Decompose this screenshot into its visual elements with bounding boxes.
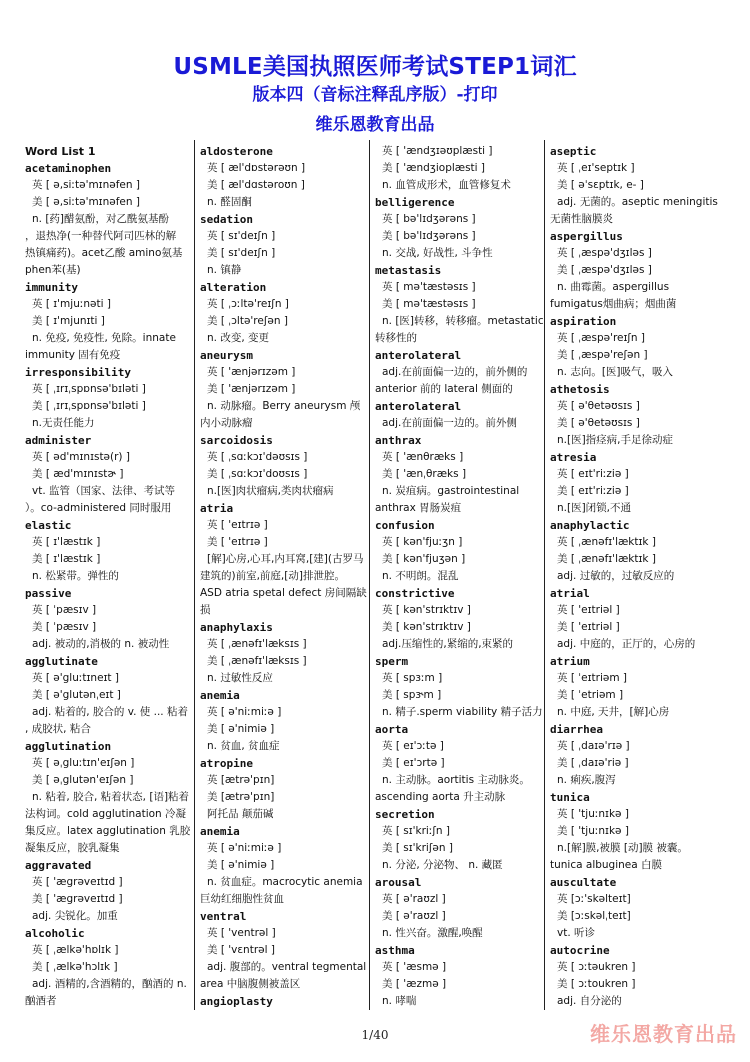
definition: adj.在前面偏一边的。前外侧 bbox=[382, 417, 517, 429]
definition: vt. 听诊 bbox=[557, 927, 596, 939]
headword: diarrhea bbox=[550, 723, 603, 736]
headword: anaphylaxis bbox=[200, 621, 273, 634]
definition: n. 血管成形术，血管修复术 bbox=[382, 179, 511, 191]
pronunciation: 美 [ 'eɪtrɪə ] bbox=[207, 536, 268, 548]
definition-continued: 巨幼红细胞性贫血 bbox=[200, 893, 284, 905]
pronunciation: 美 [ 'ændʒioplæsti ] bbox=[382, 162, 486, 174]
pronunciation: 英 [ əˌgluːtɪn'eɪʃən ] bbox=[32, 757, 135, 769]
definition: n. [医]转移，转移瘤。metastatic bbox=[382, 315, 544, 327]
pronunciation: 美 [ sɪ'kriʃən ] bbox=[382, 842, 453, 854]
headword: asthma bbox=[375, 944, 415, 957]
pronunciation: 英 [ æl'dɒstərəʊn ] bbox=[207, 162, 306, 174]
definition-continued: 损 bbox=[200, 604, 211, 616]
pronunciation: 英 [ ˌænəfɪ'læktɪk ] bbox=[557, 536, 656, 548]
definition: n. 贫血, 贫血症 bbox=[207, 740, 280, 752]
definition-continued: area 中脑腹侧被盖区 bbox=[200, 978, 301, 990]
definition: adj. 尖锐化。加重 bbox=[32, 910, 118, 922]
pronunciation: 英 [ ɪ'læstɪk ] bbox=[32, 536, 101, 548]
pronunciation: 英 [ bə'lɪdʒərəns ] bbox=[382, 213, 476, 225]
definition: n.无责任能力 bbox=[32, 417, 95, 429]
pronunciation: 英 [ 'tjuːnɪkə ] bbox=[557, 808, 629, 820]
pronunciation: 美 [ɔːskəlˌteɪt] bbox=[557, 910, 631, 922]
definition-continued: anterior 前的 lateral 侧面的 bbox=[375, 383, 513, 395]
word-column-3 bbox=[375, 143, 547, 1010]
definition: n. 粘着, 胶合, 粘着状态, [语]粘着 bbox=[32, 791, 190, 803]
headword: confusion bbox=[375, 519, 435, 532]
headword: aggravated bbox=[25, 859, 92, 872]
definition-continued: , 成胶状, 粘合 bbox=[25, 723, 91, 735]
headword: passive bbox=[25, 587, 72, 600]
definition: n. 中庭, 天井，[解]心房 bbox=[557, 706, 670, 718]
definition: n. 过敏性反应 bbox=[207, 672, 273, 684]
pronunciation: 美 [ ˌænəfɪ'læktɪk ] bbox=[557, 553, 656, 565]
pronunciation: 美 [ sɪ'deɪʃn ] bbox=[207, 247, 276, 259]
definition: n.[医]指痉病,手足徐动症 bbox=[557, 434, 674, 446]
pronunciation: 英 [ ɪ'mjuːnəti ] bbox=[32, 298, 111, 310]
definition: adj. 粘着的, 胶合的 v. 使 ... 粘着 bbox=[32, 706, 188, 718]
pronunciation: 英 [ 'æsmə ] bbox=[382, 961, 447, 973]
headword: auscultate bbox=[550, 876, 617, 889]
pronunciation: 美 [ ˌsɑːkɔɪ'doʊsɪs ] bbox=[207, 468, 308, 480]
definition: n.[医]闭锁,不通 bbox=[557, 502, 632, 514]
pronunciation: 英 [ætrə'pɪn] bbox=[207, 774, 275, 786]
definition-continued: immunity 固有免疫 bbox=[25, 349, 121, 361]
definition: n.[医]肉状瘤病,类肉状瘤病 bbox=[207, 485, 334, 497]
publisher-line: 维乐恩教育出品 bbox=[315, 115, 435, 135]
pronunciation: 英 [ kən'fjuːʒn ] bbox=[382, 536, 463, 548]
definition-continued: 内小动脉瘤 bbox=[200, 417, 253, 429]
pronunciation: 英 [ eɪt'riːziə ] bbox=[557, 468, 629, 480]
headword: atrium bbox=[550, 655, 590, 668]
pronunciation: 英 [ ə'gluːtɪneɪt ] bbox=[32, 672, 119, 684]
pronunciation: 英 [ 'ænθræks ] bbox=[382, 451, 464, 463]
pronunciation: 美 [ ˈpæsɪv ] bbox=[32, 621, 97, 633]
headword: atrial bbox=[550, 587, 590, 600]
headword: metastasis bbox=[375, 264, 442, 277]
definition: vt. 监管（国家、法律、考试等 bbox=[32, 485, 176, 497]
definition-continued: 转移性的 bbox=[375, 332, 417, 344]
definition: n. 贫血症。macrocytic anemia bbox=[207, 876, 363, 888]
pronunciation: 美 [ ɪ'læstɪk ] bbox=[32, 553, 101, 565]
headword: autocrine bbox=[550, 944, 610, 957]
headword: agglutinate bbox=[25, 655, 98, 668]
definition: adj. 过敏的，过敏反应的 bbox=[557, 570, 675, 582]
headword: alteration bbox=[200, 281, 267, 294]
headword: acetaminophen bbox=[25, 162, 112, 175]
pronunciation: 英 [ ə'niːmiːə ] bbox=[207, 706, 282, 718]
word-list-title: Word List 1 bbox=[25, 145, 96, 158]
pronunciation: 英 [ spɜːm ] bbox=[382, 672, 443, 684]
pronunciation: 英 [ sɪ'kriːʃn ] bbox=[382, 825, 450, 837]
definition: n. 曲霉菌。aspergillus bbox=[557, 281, 670, 293]
headword: irresponsibility bbox=[25, 366, 131, 379]
headword: alcoholic bbox=[25, 927, 85, 940]
pronunciation: 英 [ 'eɪtrɪə ] bbox=[207, 519, 268, 531]
pronunciation: 英 [ ˌɔːltə'reɪʃn ] bbox=[207, 298, 289, 310]
definition: adj.在前面偏一边的，前外侧的 bbox=[382, 366, 528, 378]
pronunciation: 美 [ kən'fjuʒən ] bbox=[382, 553, 466, 565]
definition: n. 炭疽病。gastrointestinal bbox=[382, 485, 520, 497]
pronunciation: 美 [ eɪt'riːziə ] bbox=[557, 485, 629, 497]
definition-continued: ASD atria spetal defect 房间隔缺 bbox=[200, 587, 367, 599]
pronunciation: 英 [ mə'tæstəsɪs ] bbox=[382, 281, 476, 293]
pronunciation: 英 [ 'ægrəveɪtɪd ] bbox=[32, 876, 123, 888]
pronunciation: 英 [ ˌæspə'dʒɪləs ] bbox=[557, 247, 652, 259]
headword: arousal bbox=[375, 876, 422, 889]
pronunciation: 美 [ əˌglutən'eɪʃən ] bbox=[32, 774, 134, 786]
definition: n. 免疫, 免疫性, 免除。innate bbox=[32, 332, 176, 344]
pronunciation: 美 [ 'eɪtriəl ] bbox=[557, 621, 620, 633]
definition: n. 志向。[医]吸气，吸入 bbox=[557, 366, 674, 378]
definition: 阿托品 颠茄碱 bbox=[207, 808, 274, 820]
pronunciation: 美 [ ə'θetəʊsɪs ] bbox=[557, 417, 640, 429]
definition: adj. 自分泌的 bbox=[557, 995, 622, 1007]
pronunciation: 英 [ ˈpæsɪv ] bbox=[32, 604, 97, 616]
pronunciation: 美 [ æd'mɪnɪstɚ ] bbox=[32, 468, 124, 480]
definition-continued: tunica albuginea 白膜 bbox=[550, 859, 663, 871]
definition-continued: ，退热净(一种替代阿司匹林的解 bbox=[25, 230, 177, 242]
pronunciation: 美 [ ɔːtoukren ] bbox=[557, 978, 636, 990]
headword: aspiration bbox=[550, 315, 617, 328]
pronunciation: 美 [ætrə'pɪn] bbox=[207, 791, 275, 803]
pronunciation: 美 [ ˌæspə'reʃən ] bbox=[557, 349, 648, 361]
document-title: USMLE美国执照医师考试STEP1词汇 bbox=[173, 54, 577, 80]
definition: n. 哮喘 bbox=[382, 995, 417, 1007]
word-column-1 bbox=[25, 143, 197, 1010]
definition: adj. 无菌的。aseptic meningitis bbox=[557, 196, 718, 208]
headword: aseptic bbox=[550, 145, 597, 158]
pronunciation: 美 [ ɪ'mjunɪti ] bbox=[32, 315, 105, 327]
definition-continued: 集反应。latex agglutination 乳胶 bbox=[25, 825, 191, 837]
headword: belligerence bbox=[375, 196, 455, 209]
headword: aorta bbox=[375, 723, 409, 736]
pronunciation: 美 [ 'vɛntrəl ] bbox=[207, 944, 275, 956]
pronunciation: 英 [ ˌeɪ'septɪk ] bbox=[557, 162, 635, 174]
definition: n. 主动脉。aortitis 主动脉炎。 bbox=[382, 774, 530, 786]
pronunciation: 英 [ ˌæspə'reɪʃn ] bbox=[557, 332, 646, 344]
pronunciation: 美 [ 'tjuːnɪkə ] bbox=[557, 825, 629, 837]
pronunciation: 英 [ sɪ'deɪʃn ] bbox=[207, 230, 276, 242]
definition: n. 精子.sperm viability 精子活力 bbox=[382, 706, 543, 718]
pronunciation: 英 [ ə'θetəʊsɪs ] bbox=[557, 400, 640, 412]
pronunciation: 美 [ eɪ'ɔrtə ] bbox=[382, 757, 445, 769]
pronunciation: 美 [ ˌæspə'dʒɪləs ] bbox=[557, 264, 652, 276]
headword: atresia bbox=[550, 451, 597, 464]
pronunciation: 英 [ ˌsɑːkɔɪ'dəʊsɪs ] bbox=[207, 451, 308, 463]
watermark: 维乐恩教育出品 bbox=[590, 1022, 737, 1046]
pronunciation: 英 [ eɪ'ɔːtə ] bbox=[382, 740, 444, 752]
pronunciation: 美 [ ˌɔltə'reʃən ] bbox=[207, 315, 288, 327]
definition: n. 性兴奋。激醒,唤醒 bbox=[382, 927, 483, 939]
pronunciation: 美 [ mə'tæstəsɪs ] bbox=[382, 298, 476, 310]
pronunciation: 英 [ kən'strɪktɪv ] bbox=[382, 604, 471, 616]
pronunciation: 美 [ əˈsɛptɪk, e- ] bbox=[557, 179, 644, 191]
word-column-2 bbox=[200, 143, 372, 1010]
pronunciation: 英 [ ə'niːmiːə ] bbox=[207, 842, 282, 854]
headword: athetosis bbox=[550, 383, 610, 396]
headword: sarcoidosis bbox=[200, 434, 273, 447]
headword: administer bbox=[25, 434, 92, 447]
word-column-4 bbox=[550, 143, 722, 1010]
definition: n. 分泌, 分泌物、 n. 藏匿 bbox=[382, 859, 503, 871]
pronunciation: 美 [ spɝm ] bbox=[382, 689, 442, 701]
pronunciation: 美 [ ə'nimiə ] bbox=[207, 859, 275, 871]
page-number: 1/40 bbox=[361, 1028, 389, 1042]
definition-continued: anthrax 胃肠炭疽 bbox=[375, 502, 462, 514]
headword: elastic bbox=[25, 519, 72, 532]
definition: adj. 酒精的,含酒精的，酗酒的 n. bbox=[32, 978, 187, 990]
definition-continued: 酗酒者 bbox=[25, 995, 57, 1007]
definition: adj. 中庭的，正厅的，心房的 bbox=[557, 638, 696, 650]
definition-continued: 无菌性脑膜炎 bbox=[550, 213, 613, 225]
definition: n. 醛固酮 bbox=[207, 196, 252, 208]
pronunciation: 美 [ ə'raʊzl ] bbox=[382, 910, 446, 922]
headword: ventral bbox=[200, 910, 247, 923]
headword: immunity bbox=[25, 281, 78, 294]
pronunciation: 美 [ æl'dɑstəroʊn ] bbox=[207, 179, 305, 191]
pronunciation: 美 [ 'ægrəveɪtɪd ] bbox=[32, 893, 123, 905]
pronunciation: 美 [ ə,siːtə'mɪnəfen ] bbox=[32, 196, 140, 208]
headword: aspergillus bbox=[550, 230, 623, 243]
pronunciation: 美 [ 'ænjərɪzəm ] bbox=[207, 383, 296, 395]
pronunciation: 美 [ ə'nimiə ] bbox=[207, 723, 275, 735]
definition: n.[解]膜,被膜 [动]膜 被囊。 bbox=[557, 842, 688, 854]
definition: n. [药]醋氨酚，对乙酰氨基酚 bbox=[32, 213, 170, 225]
definition: n. 动脉瘤。Berry aneurysm 颅 bbox=[207, 400, 361, 412]
pronunciation: 英 [ ˌɪrɪˌspɒnsə'bɪləti ] bbox=[32, 383, 146, 395]
headword: sperm bbox=[375, 655, 409, 668]
pronunciation: 美 [ bə'lɪdʒərəns ] bbox=[382, 230, 476, 242]
pronunciation: 英 [ ˌælkə'hɒlɪk ] bbox=[32, 944, 119, 956]
headword: constrictive bbox=[375, 587, 455, 600]
headword: tunica bbox=[550, 791, 590, 804]
pronunciation: 英 [ ə,siːtə'mɪnəfen ] bbox=[32, 179, 140, 191]
definition: n. 改变, 变更 bbox=[207, 332, 270, 344]
pronunciation: 英 [ ˌænəfɪ'læksɪs ] bbox=[207, 638, 307, 650]
definition: n. 松紧带。弹性的 bbox=[32, 570, 119, 582]
headword: agglutination bbox=[25, 740, 112, 753]
headword: atropine bbox=[200, 757, 253, 770]
definition-continued: 法构词。cold agglutination 冷凝 bbox=[25, 808, 187, 820]
pronunciation: 英 [ 'ænjərɪzəm ] bbox=[207, 366, 296, 378]
pronunciation: 美 [ ˈetriəm ] bbox=[557, 689, 624, 701]
pronunciation: 美 [ ˌænəfɪ'læksɪs ] bbox=[207, 655, 307, 667]
pronunciation: 美 [ ˌɪrɪˌspɒnsə'bɪləti ] bbox=[32, 400, 146, 412]
pronunciation: 英 [ ɔːtəukren ] bbox=[557, 961, 636, 973]
headword: anaphylactic bbox=[550, 519, 630, 532]
pronunciation: 美 [ ˌdaɪə'riə ] bbox=[557, 757, 629, 769]
headword: anthrax bbox=[375, 434, 422, 447]
pronunciation: 美 [ kən'strɪktɪv ] bbox=[382, 621, 471, 633]
headword: aldosterone bbox=[200, 145, 273, 158]
pronunciation: 英 [ ˈeɪtriəm ] bbox=[557, 672, 627, 684]
definition: [解]心房,心耳,内耳窝,[建](古罗马 bbox=[207, 553, 364, 565]
pronunciation: 英 [ 'ventrəl ] bbox=[207, 927, 276, 939]
pronunciation: 英 [ əd'mɪnɪstə(r) ] bbox=[32, 451, 130, 463]
definition: n. 镇静 bbox=[207, 264, 242, 276]
definition-continued: 凝集反应，胶乳凝集 bbox=[25, 842, 120, 854]
headword: secretion bbox=[375, 808, 435, 821]
definition: n. 不明朗。混乱 bbox=[382, 570, 459, 582]
definition: adj. 被动的,消极的 n. 被动性 bbox=[32, 638, 170, 650]
headword: aneurysm bbox=[200, 349, 253, 362]
definition: adj.压缩性的,紧缩的,束紧的 bbox=[382, 638, 514, 650]
pronunciation: 英 [ 'eɪtriəl ] bbox=[557, 604, 620, 616]
definition-continued: 建筑的)前室,前庭,[动]排泄腔。 bbox=[200, 570, 345, 582]
headword: anterolateral bbox=[375, 400, 462, 413]
headword: angioplasty bbox=[200, 995, 273, 1008]
definition-continued: ascending aorta 升主动脉 bbox=[375, 791, 506, 803]
headword: anemia bbox=[200, 689, 240, 702]
definition: adj. 腹部的。ventral tegmental bbox=[207, 961, 367, 973]
pronunciation: 美 [ ə'glutənˌeɪt ] bbox=[32, 689, 121, 701]
definition-continued: fumigatus烟曲病；烟曲菌 bbox=[550, 298, 677, 310]
definition: n. 痢疾,腹泻 bbox=[557, 774, 616, 786]
definition: n. 交战, 好战性, 斗争性 bbox=[382, 247, 493, 259]
pronunciation: 英 [ɔː'skəlteɪt] bbox=[557, 893, 631, 905]
document-subtitle: 版本四（音标注释乱序版）-打印 bbox=[252, 85, 498, 105]
pronunciation: 美 [ 'æzmə ] bbox=[382, 978, 447, 990]
pronunciation: 英 [ 'ændʒɪəʊplæsti ] bbox=[382, 145, 493, 157]
pronunciation: 英 [ ə'raʊzl ] bbox=[382, 893, 446, 905]
pronunciation: 英 [ ˌdaɪə'rɪə ] bbox=[557, 740, 630, 752]
headword: sedation bbox=[200, 213, 253, 226]
pronunciation: 美 [ ˌælkə'hɔlɪk ] bbox=[32, 961, 118, 973]
headword: anemia bbox=[200, 825, 240, 838]
definition-continued: ）。co-administered 同时服用 bbox=[25, 502, 172, 514]
definition-continued: phen苯(基) bbox=[25, 264, 81, 276]
headword: anterolateral bbox=[375, 349, 462, 362]
headword: atria bbox=[200, 502, 234, 515]
definition-continued: 热镇痛药)。acet乙酸 amino氨基 bbox=[25, 247, 183, 259]
pronunciation: 美 [ 'ænˌθræks ] bbox=[382, 468, 467, 480]
